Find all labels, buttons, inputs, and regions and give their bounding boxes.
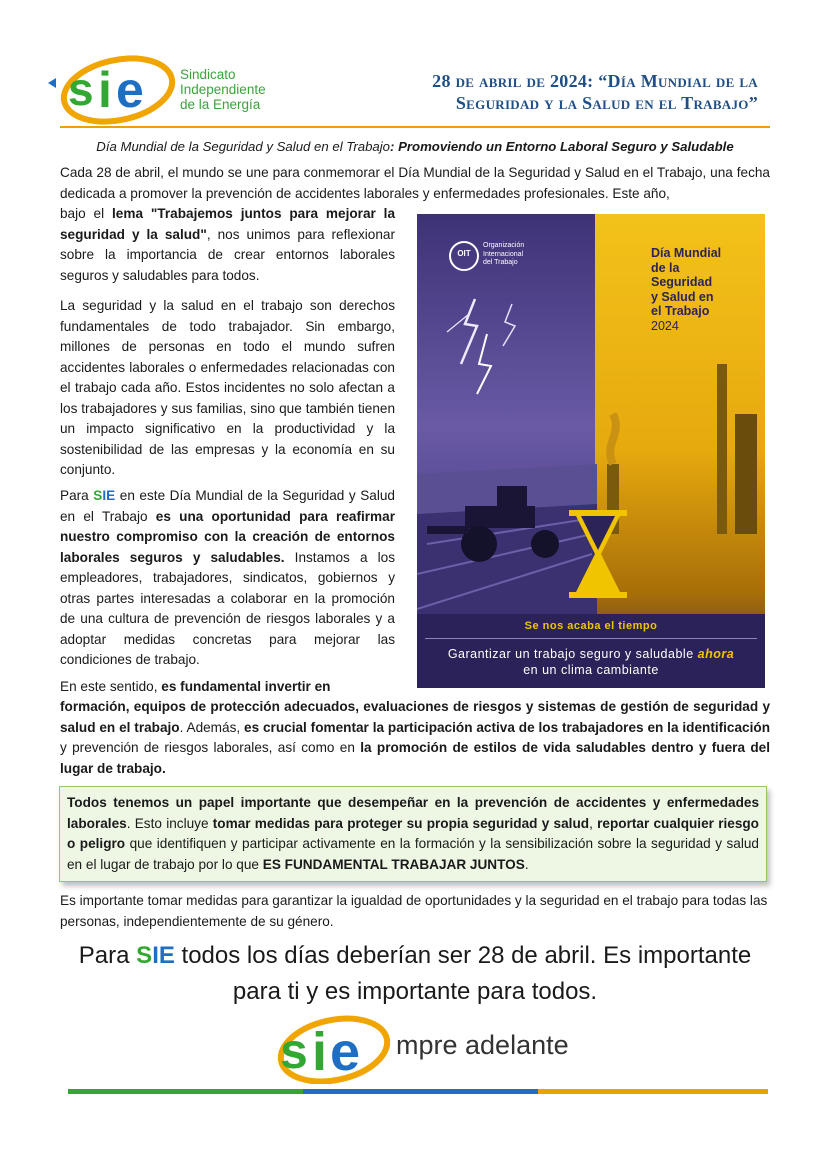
logo-arrow-icon — [48, 78, 56, 88]
paragraph-3: Para SIE en este Día Mundial de la Seguridad y Salud en el Trabajo es una oportunidad para reafirmar nuestro compromiso con la creación de entornos laborales seguros y saludables. Instamos a los empleadores, trabajadores, sindicatos, gobiernos y otras partes interesadas a colaborar en la promoción de una cultura de prevención de riesgos laborales y a adoptar medidas concretas para mejorar las condiciones de trabajo. — [60, 488, 395, 667]
campaign-poster — [417, 214, 765, 688]
poster-divider — [425, 638, 757, 639]
poster-org-name: Organización Internacional del Trabajo — [483, 242, 525, 266]
paragraph-4: formación, equipos de protección adecuados, evaluaciones de riesgos y sistemas de gestión de seguridad y salud en el trabajo. Además, es crucial fomentar la participación activa de los trabajadores en la identificación y prevención de riesgos laborales, así como en la promoción de estilos de vida saludables dentro y fuera del lugar de trabajo. — [60, 699, 770, 776]
paragraph-1-full: Cada 28 de abril, el mundo se une para conmemorar el Día Mundial de la Seguridad y Salud en el Trabajo, una fecha dedicada a promover la prevención de accidentes laborales y enfermedades profesionales. Este año, — [60, 165, 770, 201]
sie-footer-logo — [272, 1012, 392, 1084]
paragraph-2: La seguridad y la salud en el trabajo son derechos fundamentales de todo trabajador. Sin embargo, millones de personas en todo el mundo sufren accidentes laborales o enfermedades relacionadas con el trabajo cada año. Estos incidentes no solo afectan a los trabajadores y sus familias, sino que también tienen un impacto significativo en la productividad y la sostenibilidad de las empresas y la economía en su conjunto. — [60, 298, 395, 477]
footer-divider — [68, 1089, 768, 1094]
article-subtitle: Día Mundial de la Seguridad y Salud en el Trabajo: Promoviendo un Entorno Laboral Seguro y Saludable — [96, 139, 734, 154]
svg-text:e: e — [116, 62, 144, 118]
paragraph-1-cont: bajo el lema "Trabajemos juntos para mejorar la seguridad y la salud", nos unimos para reflexionar sobre la importancia de crear entornos laborales seguros y saludables para todos. — [60, 206, 396, 283]
header-divider — [60, 126, 770, 128]
poster-slogan: Garantizar un trabajo seguro y saludable ahora en un clima cambiante — [447, 647, 735, 677]
closing-statement: Para SIE todos los días deberían ser 28 de abril. Es importante para ti y es importante para todos. — [78, 942, 752, 1005]
footer-tagline: mpre adelante — [396, 1030, 569, 1060]
svg-text:s: s — [280, 1023, 308, 1079]
poster-title: Día Mundial de la Seguridad y Salud en el Trabajo 2024 — [651, 246, 722, 333]
sie-logo — [58, 55, 176, 125]
page-title: 28 de abril de 2024: “Día Mundial de la Seguridad y la Salud en el Trabajo” — [432, 71, 758, 113]
svg-text:s: s — [68, 63, 94, 115]
highlight-callout: Todos tenemos un papel importante que desempeñar en la prevención de accidentes y enfermedades laborales. Esto incluye tomar medidas para proteger su propia seguridad y salud, reportar cualquier riesgo o peligro que identifiquen y participar activamente en la formación y la sensibilización sobre la seguridad y salud en el lugar de trabajo por lo que ES FUNDAMENTAL TRABAJAR JUNTOS. — [59, 786, 767, 882]
svg-text:i: i — [312, 1022, 328, 1082]
svg-text:i: i — [98, 62, 112, 118]
org-name: Sindicato Independiente de la Energía — [180, 67, 266, 112]
svg-text:e: e — [330, 1022, 361, 1082]
ilo-emblem: OIT — [457, 249, 471, 258]
paragraph-5: Es importante tomar medidas para garantizar la igualdad de oportunidades y la seguridad en el trabajo para todas las personas, independientemente de su género. — [60, 893, 768, 929]
paragraph-4-first-line: En este sentido, es fundamental invertir en — [60, 679, 331, 694]
poster-tagline: Se nos acaba el tiempo — [524, 620, 658, 632]
